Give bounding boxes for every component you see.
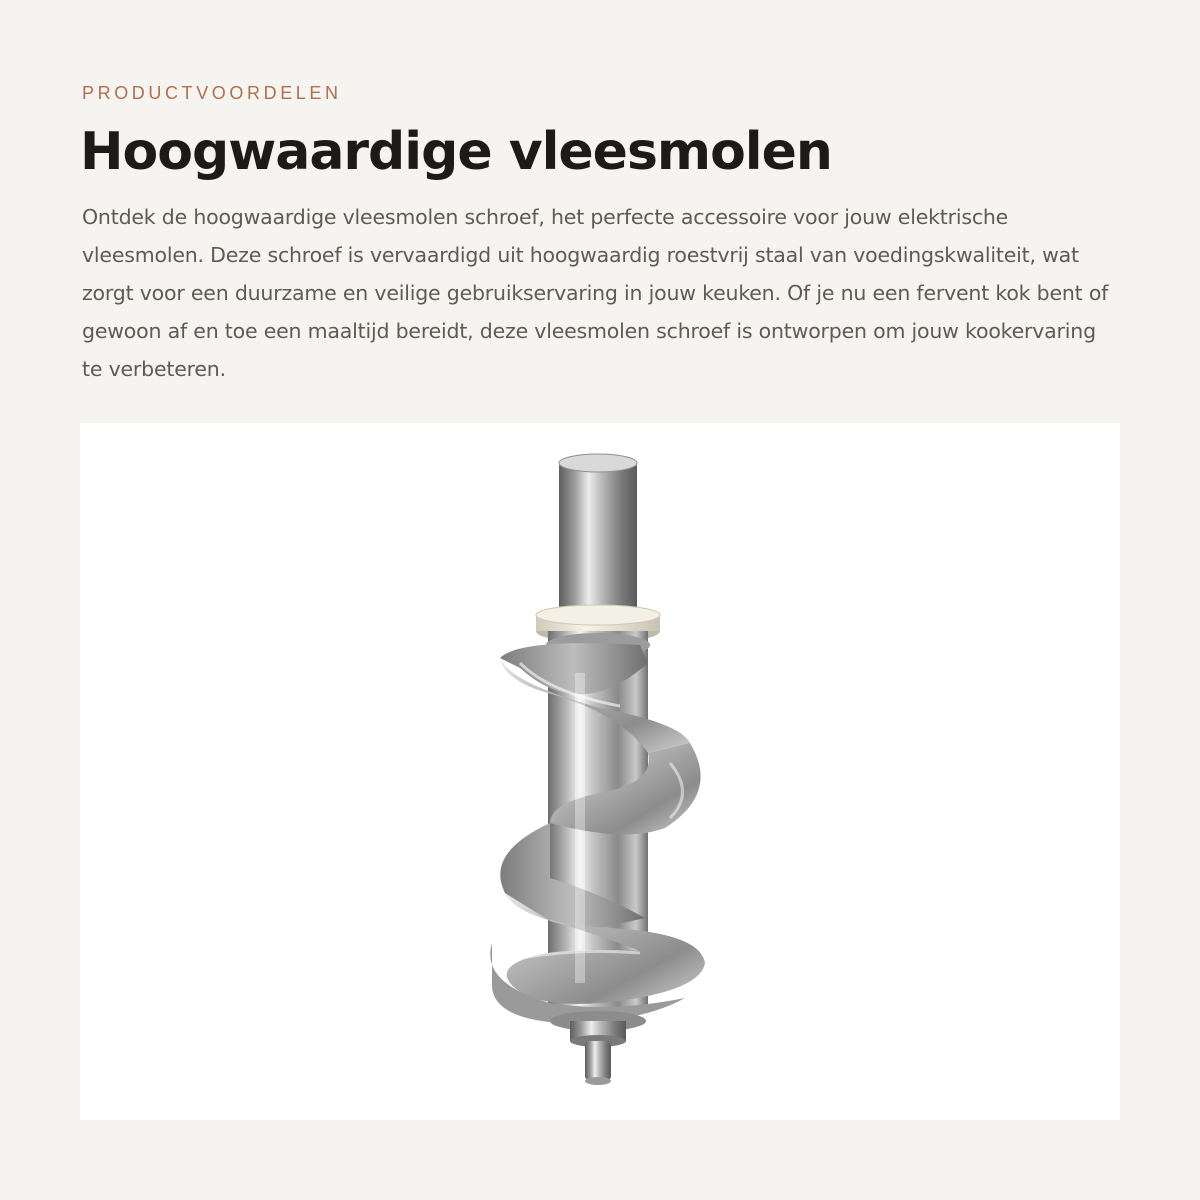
section-description: Ontdek de hoogwaardige vleesmolen schroef, het perfecte accessoire voor jouw elektrische vleesmolen. Deze schroef is vervaardigd uit hoogwaardig roestvrij staal van voedingskwaliteit, wat zorgt voor een duurzame en veilige gebruikservaring in jouw keuken. Of je nu een fervent kok bent of gewoon af en toe een maaltijd bereidt, deze vleesmolen schroef is ontworpen om jouw kookervaring te verbeteren. xyxy=(82,205,1109,381)
section-eyebrow: PRODUCTVOORDELEN xyxy=(82,83,342,103)
section-title: Hoogwaardige vleesmolen xyxy=(80,122,832,182)
product-image xyxy=(80,423,1120,1120)
meat-grinder-auger-illustration xyxy=(80,423,1120,1120)
